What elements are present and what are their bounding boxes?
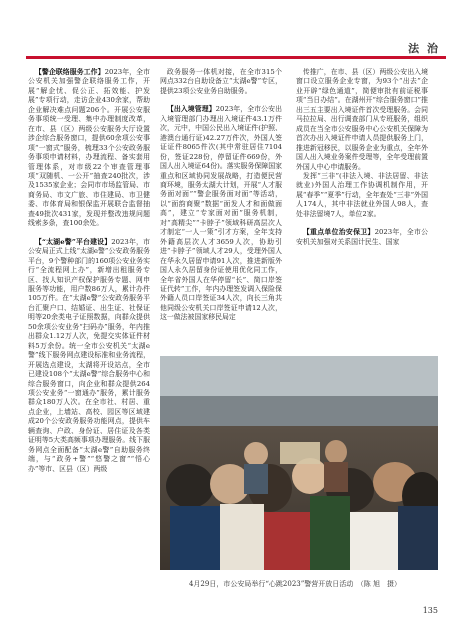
paragraph-gap xyxy=(296,219,428,228)
article-paragraph xyxy=(296,68,428,172)
paragraph-text: 2023年，全市公安机关加强对关系国计民生、国家 xyxy=(296,228,428,246)
section-title: 法 治 xyxy=(408,42,440,55)
paragraph-text: 2023年，全市公安出入境管理部门办理出入境证件43.1万件次，元中，中国公民出入境证件(护照、港澳台通行证)42.27万件次，外国人签证证件8065件次(其中常驻居住7104份，签证228份，停留证件669份，外国人出入境证64份)。落实服务保障国家重点和区域协同发展战略，打造便民营商环境，服务太湖大计划，开展“人才服务面对面”“警企服务面对面”等活动，以“面韵商聚”数据“面发人才和面做面高”，建立“专家面对面”服务机制，对“高精尖”“卡脖子”领域科研高层次人才制定“一人一策”引才方案，全年支持外籍高层次人才3659人次，协助引进“卡脖子”领域人才29人，受理外国人在华永久居留申请91人次，推进新版外国人永久居留身份证使用优化同工作，全年省外国人在华停留“长”、简口岸签证代转”工作，年内办理签发调入保险保外籍人员口岸签证34人次，向长三角共他同级公安机关口岸签证申请12人次，这一做法被国家移民局定 xyxy=(160,105,282,322)
event-photo-illustration xyxy=(160,356,438,570)
event-photo xyxy=(160,356,438,570)
article-paragraph xyxy=(160,68,282,96)
column-2 xyxy=(160,68,282,323)
article-paragraph xyxy=(296,172,428,219)
paragraph-text: 2023年，全市公安机关加强警企联络服务工作，开展“解企忧、促公正、拓效能、护发展”专项行动，走访企业430余家，帮助企业解决难点问题206个。开展公安服务事项统一受理、集中办理制度改革，在市、县（区）两级公安服务大厅设置涉企综合服务窗口，提供60余项公安事项“一窗式”服务，梳理33个公安政务服务事项申请材料，办理流程、备实套用管理体系，对市级22个审查管理事项“双随机、一公开”抽查240批次，涉及1535家企业；会同市市场监管局、市商务局、市文广旅、市住建局、市卫健委、市体育局和银保监开展联合监督抽查49批次431家，发现并整改违规问题线索多条，查100余处。 xyxy=(28,68,150,228)
paragraph-heading: 【重点单位治安保卫】 xyxy=(302,228,375,237)
paragraph-heading: 【“太湖e警”平台建设】 xyxy=(34,237,112,246)
header-rule xyxy=(26,56,446,59)
photo-caption: 4月29日，市公安局举行“心跳2023”警营开放日活动 （陈 旭 摄） xyxy=(188,580,402,588)
article-paragraph xyxy=(160,105,282,322)
column-3 xyxy=(296,68,428,247)
paragraph-gap xyxy=(160,96,282,105)
column-1 xyxy=(28,68,150,474)
paragraph-gap xyxy=(28,229,150,238)
paragraph-heading: 【出入境管理】 xyxy=(166,105,216,114)
paragraph-text: 2023年，市公安局正式上线“太湖e警”公安政务服务平台，9个警种部门的160项公安业务实行“全流程网上办”，新增出租服务专区、找人知识产权保护服务专题、网申服务等功能，用户数86万人，累计办件105万件。在“太湖e警”公安政务服务平台汇聚户口、结婚证、出生证、社保证明等20余类电子证照数据，向群众提供50余项公安业务“扫码办”服务，年内推出群众1.12万人次，免提交实体证件材料5万余份。统一全市公安机关“太湖e警”线下服务网点建设标准和业务流程，开展选点建设，太湖将开设站点，全市已建设108个“太湖e警”综合服务中心和综合服务窗口，向企业和群众提供264项公安业务“一窗通办”服务，累计服务群众180万人次。在全市社、村居、重点企业，上墙站、高校、园区等区域建成20个公安政务服务功能网点，提供车辆查询、户政、身份证、居住证及各类证明等5大类高频事项办理服务。线下服务网点全面配备“太湖e警”自助服务终端，与“政务+警”“悠警之窗”“悟心办”等市、区县（区）两级 xyxy=(28,237,150,473)
paragraph-text: 政务服务一体机对接，在全市315个网点332台自助设备立“太湖e警”专区，提供23项公安业务自助服务。 xyxy=(160,68,282,95)
page-number: 135 xyxy=(422,606,438,615)
paragraph-text: 传推广，在市、县（区）两级公安出入境窗口设立服务企业专窗，为93个“出去”企业开辟“绿色通道”，简便审批有前证税事项“当日办结”。在湖州开“综合服务窗口”推出三五主要出入境证件首次受理服务。会同马拉拉局、出行调查部门从专班服务，组织成员在当全市公安服务中心公安机关保障为首次办出入境证件申请人员提供服务上门，推进新冠移民，以服务企业为重点，全年外国人出入境业务案件受理等，全年受理前置外国人中心申请服务。 xyxy=(296,68,428,171)
article-paragraph xyxy=(28,68,150,229)
paragraph-heading: 【警企联络服务工作】 xyxy=(34,68,105,76)
paragraph-text: 发挥“三非”(非法入境、非法居留、非法就业)外国人治理工作协调机制作用，开展“春季”“夏季”行动，全年查处“三非”外国人174人，其中非法就业外国人98人，查处非法留境7人，单位2家。 xyxy=(296,171,428,218)
article-paragraph xyxy=(28,238,150,474)
article-paragraph xyxy=(296,228,428,247)
